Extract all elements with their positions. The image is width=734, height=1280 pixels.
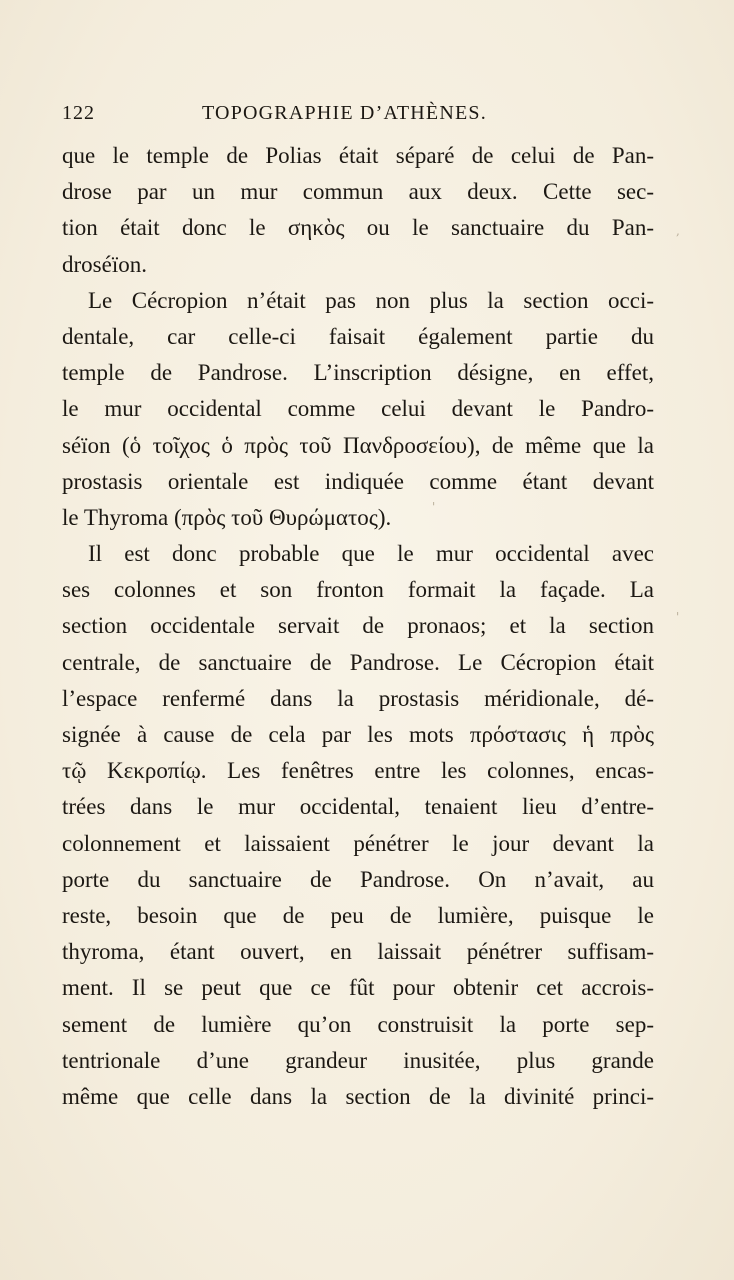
text-line: ses colonnes et son fronton formait la façade. La [62,577,654,603]
page-header [62,96,662,130]
text-line: thyroma, étant ouvert, en laissait pénétrer suffisam- [62,939,654,965]
running-title: TOPOGRAPHIE D’ATHÈNES. [202,102,487,124]
text-line: Il est donc probable que le mur occidental avec [88,541,654,567]
text-line: tentrionale d’une grandeur inusitée, plus grande [62,1047,654,1073]
text-line: le mur occidental comme celui devant le Pandro- [62,396,654,422]
text-line: l’espace renfermé dans la prostasis méridionale, dé- [62,685,654,711]
text-line: sement de lumière qu’on construisit la porte sep- [62,1011,654,1037]
text-line: le Thyroma (πρὸς τοῦ Θυρώματος). [62,504,392,530]
text-line: que le temple de Polias était séparé de celui de Pan- [62,143,654,168]
text-line: drose par un mur commun aux deux. Cette sec- [62,179,654,205]
speck-mark: ' [432,500,436,514]
text-line: Le Cécropion n’était pas non plus la section occi- [88,287,654,313]
text-line: tion était donc le σηκὸς ou le sanctuaire du Pan- [62,215,654,241]
text-line: τῷ Κεκροπίῳ. Les fenêtres entre les colonnes, encas- [62,758,654,784]
text-line: temple de Pandrose. L’inscription désigne, en effet, [62,360,654,386]
text-line: dentale, car celle-ci faisait également partie du [62,323,654,349]
speck-mark: ' [676,610,680,624]
speck-mark: , [676,224,680,238]
text-line: colonnement et laissaient pénétrer le jour devant la [62,830,654,856]
text-line: prostasis orientale est indiquée comme étant devant [62,468,654,494]
text-line: ment. Il se peut que ce fût pour obtenir cet accrois- [62,975,654,1001]
page-number: 122 [62,102,95,124]
text-line: signée à cause de cela par les mots πρόστασις ἡ πρὸς [62,722,654,747]
text-line: porte du sanctuaire de Pandrose. On n’avait, au [62,866,654,892]
text-line: centrale, de sanctuaire de Pandrose. Le Cécropion était [62,649,654,675]
body-text [62,138,654,1115]
text-line: section occidentale servait de pronaos; et la section [62,613,654,639]
text-line: même que celle dans la section de la divinité princi- [62,1083,654,1109]
text-line: trées dans le mur occidental, tenaient lieu d’entre- [62,794,654,820]
text-line: droséïon. [62,251,147,277]
text-line: séïon (ὁ τοῖχος ὁ πρὸς τοῦ Πανδροσείου), de même que la [62,432,654,458]
text-line: reste, besoin que de peu de lumière, puisque le [62,902,654,928]
